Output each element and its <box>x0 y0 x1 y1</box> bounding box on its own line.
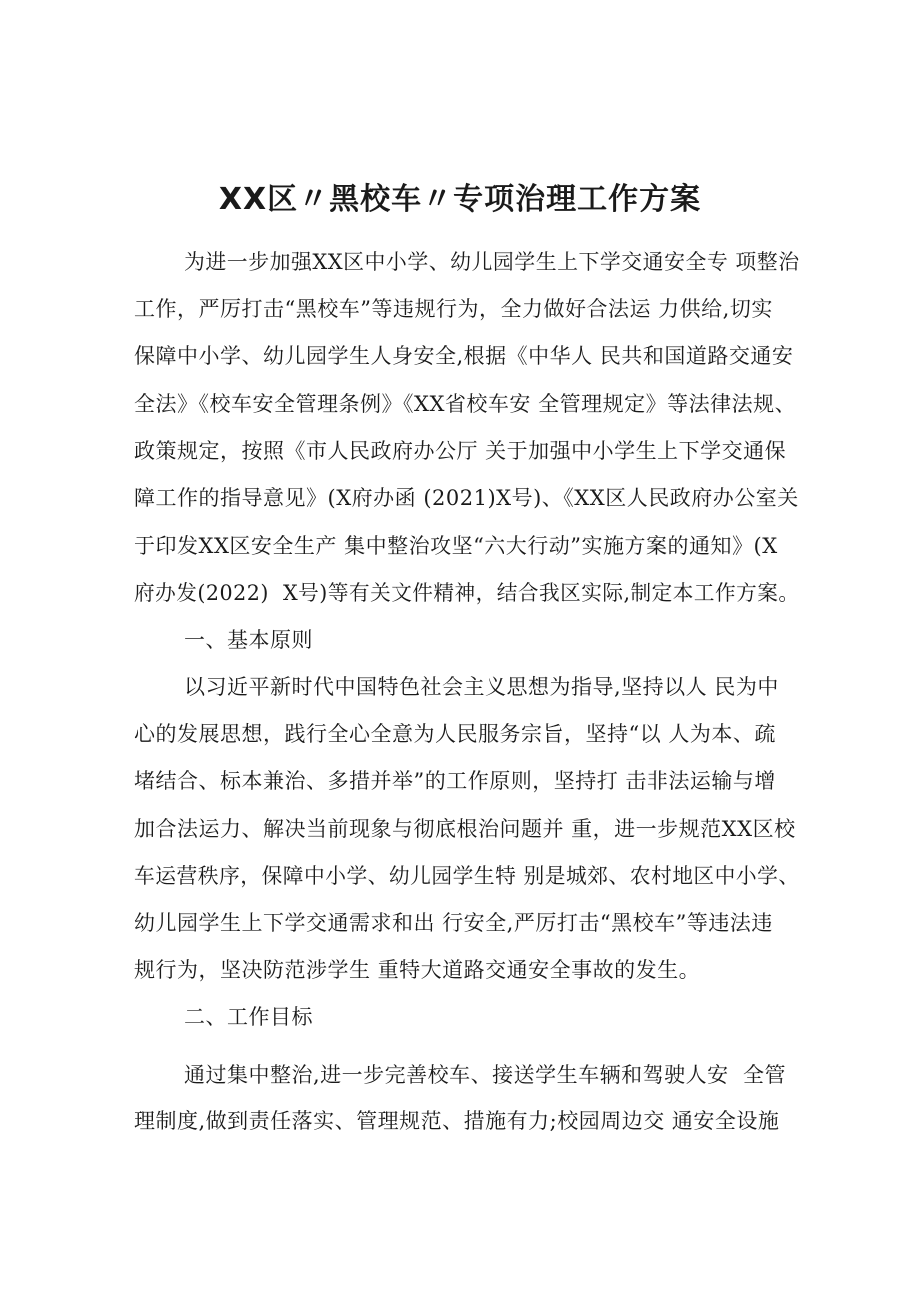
document-title: XX区〃黑校车〃专项治理工作方案 <box>218 182 702 217</box>
paragraph-line: 为进一步加强XX区中小学、幼儿园学生上下学交通安全专 项整治 <box>184 250 800 274</box>
paragraph-line: 工作，严厉打击“黑校车”等违规行为，全力做好合法运 力供给,切实 <box>134 297 773 321</box>
paragraph-line: 府办发(2022) X号)等有关文件精神，结合我区实际,制定本工作方案。 <box>134 581 800 605</box>
paragraph-line: 理制度,做到责任落实、管理规范、措施有力;校园周边交 通安全设施 <box>134 1109 780 1133</box>
paragraph-line: 心的发展思想，践行全心全意为人民服务宗旨，坚持“以 人为本、疏 <box>134 722 776 746</box>
paragraph-line: 幼儿园学生上下学交通需求和出 行安全,严厉打击“黑校车”等违法违 <box>134 911 773 935</box>
paragraph-line: 车运营秩序，保障中小学、幼儿园学生特 别是城郊、农村地区中小学、 <box>134 864 800 888</box>
paragraph-line: 保障中小学、幼儿园学生人身安全,根据《中华人 民共和国道路交通安 <box>134 344 794 368</box>
section-heading: 二、工作目标 <box>184 1005 313 1029</box>
section-heading: 一、基本原则 <box>184 628 313 652</box>
paragraph-line: 全法》《校车安全管理条例》《XX省校车安 全管理规定》等法律法规、 <box>134 392 797 416</box>
paragraph-line: 通过集中整治,进一步完善校车、接送学生车辆和驾驶人安 全管 <box>184 1063 787 1087</box>
paragraph-line: 规行为，坚决防范涉学生 重特大道路交通安全事故的发生。 <box>134 958 701 982</box>
paragraph-line: 加合法运力、解决当前现象与彻底根治问题并 重，进一步规范XX区校 <box>134 817 796 841</box>
paragraph-line: 政策规定，按照《市人民政府办公厅 关于加强中小学生上下学交通保 <box>134 439 787 463</box>
paragraph-line: 障工作的指导意见》(X府办函 (2021)X号)、《XX区人民政府办公室关 <box>134 486 799 510</box>
paragraph-line: 于印发XX区安全生产 集中整治攻坚“六大行动”实施方案的通知》(X <box>134 534 778 558</box>
paragraph-line: 以习近平新时代中国特色社会主义思想为指导,坚持以人 民为中 <box>184 675 779 699</box>
paragraph-line: 堵结合、标本兼治、多措并举”的工作原则，坚持打 击非法运输与增 <box>134 769 776 793</box>
